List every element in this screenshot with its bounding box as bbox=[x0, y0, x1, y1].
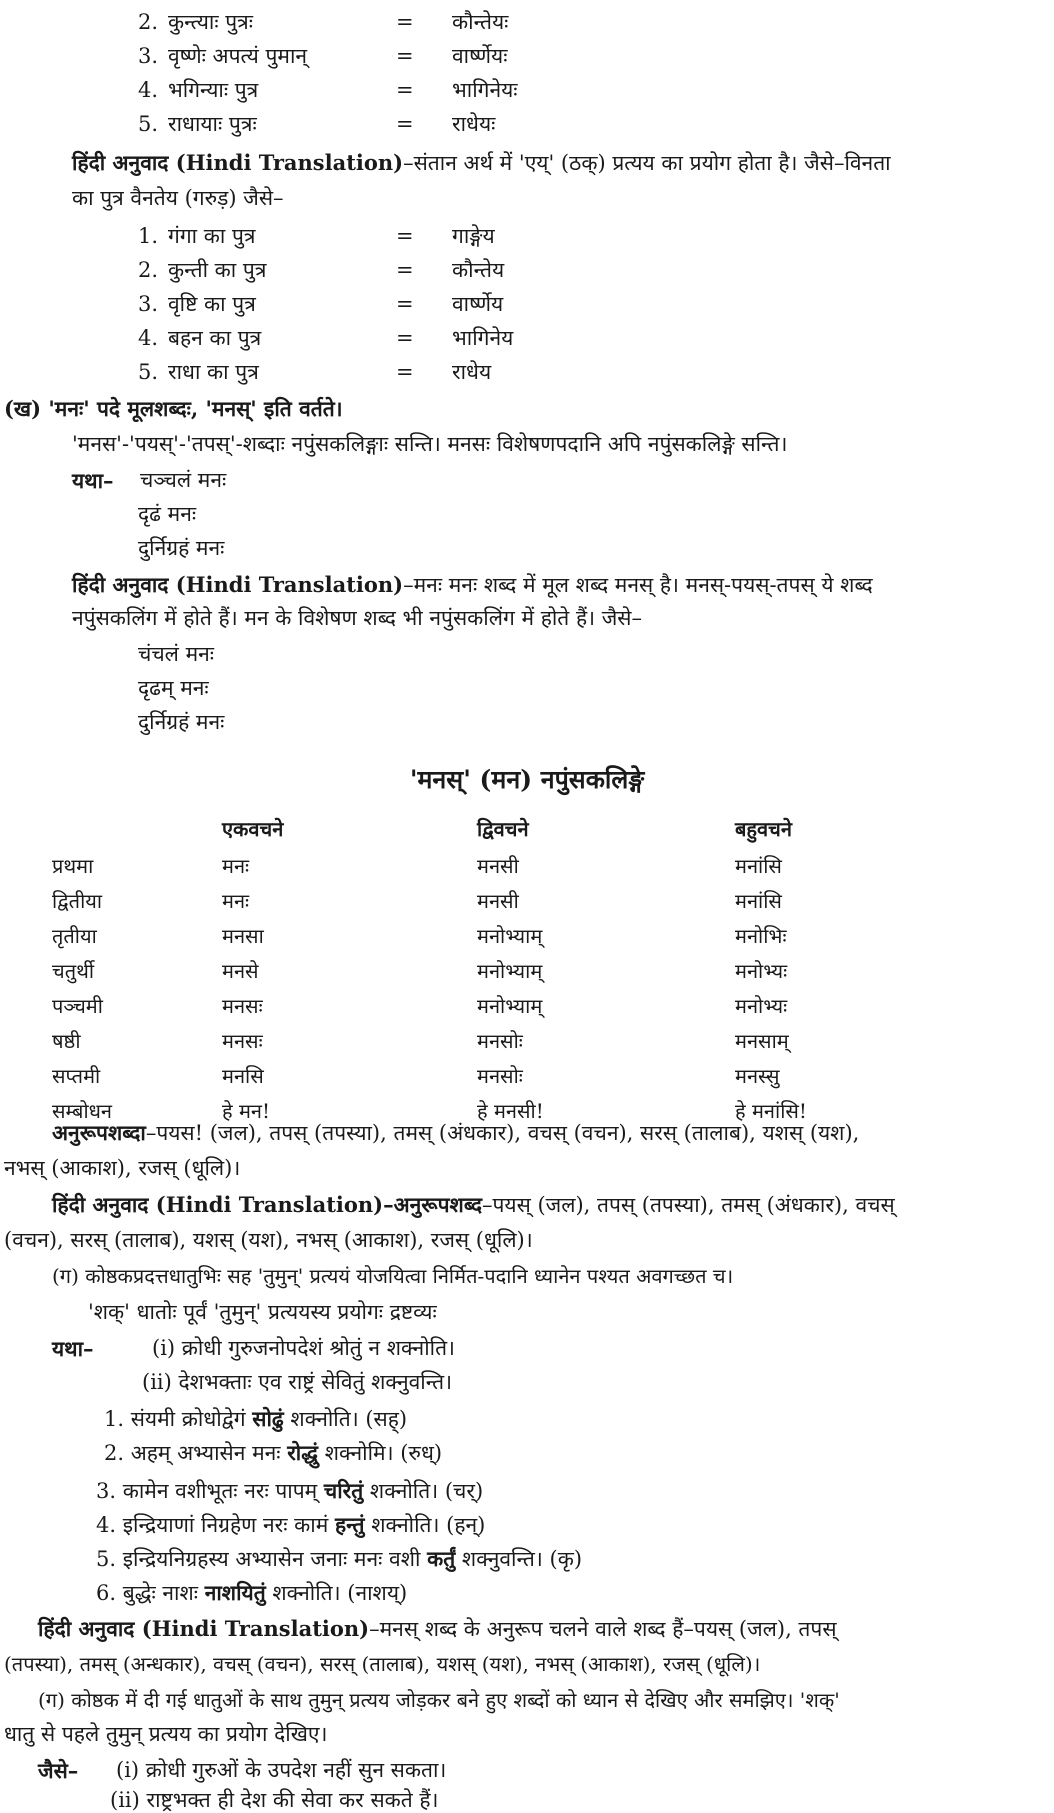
table-cell: मनोभ्यः bbox=[735, 994, 788, 1018]
list-item-term: वृष्णेः अपत्यं पुमान् bbox=[168, 44, 308, 68]
example-line: दृढं मनः bbox=[138, 502, 197, 526]
item-text: 2. अहम् अभ्यासेन मनः bbox=[104, 1441, 288, 1465]
yatha-label: यथा– bbox=[52, 1336, 94, 1361]
item-text: शक्नोति। (नाशय्) bbox=[265, 1581, 408, 1605]
example-line: चञ्चलं मनः bbox=[140, 468, 227, 492]
table-cell: मनसे bbox=[222, 959, 259, 983]
item-bold: सोढुं bbox=[252, 1406, 284, 1431]
example-line: (ii) देशभक्ताः एव राष्ट्रं सेवितुं शक्नुवन्ति। bbox=[142, 1370, 453, 1394]
item-text: शक्नुवन्ति। (कृ) bbox=[455, 1547, 583, 1571]
example-line: (i) क्रोधी गुरुओं के उपदेश नहीं सुन सकता। bbox=[116, 1758, 447, 1782]
list-item-num: 5. bbox=[138, 112, 159, 136]
hindi-translation-1-line-1 bbox=[72, 150, 891, 176]
item-text: शक्नोमि। (रुध्) bbox=[318, 1441, 443, 1465]
table-cell: सप्तमी bbox=[52, 1064, 101, 1088]
table-header: एकवचने bbox=[222, 816, 284, 841]
table-row bbox=[52, 1058, 935, 1093]
hindi-translation-label: हिंदी अनुवाद (Hindi Translation) bbox=[72, 150, 404, 175]
table-cell: मनस्सु bbox=[735, 1064, 780, 1088]
list-item bbox=[104, 1440, 442, 1466]
table-cell: मनसि bbox=[222, 1064, 264, 1088]
table-row bbox=[52, 848, 935, 883]
list-item-result: भागिनेयः bbox=[452, 78, 518, 102]
list-item-result: कौन्तेय bbox=[452, 258, 505, 282]
table-cell: पञ्चमी bbox=[52, 994, 103, 1018]
anurupa-label: अनुरूपशब्दा bbox=[52, 1120, 146, 1145]
section-ga-sub: 'शक्' धातोः पूर्वं 'तुमुन्' प्रत्ययस्य प्रयोगः द्रष्टव्यः bbox=[88, 1300, 437, 1324]
table-cell: मनः bbox=[222, 889, 250, 913]
list-item-result: वार्ष्णेय bbox=[452, 292, 504, 316]
table-cell: मनोभ्याम् bbox=[477, 994, 543, 1018]
declension-table-title: 'मनस्' (मन) नपुंसकलिङ्गे bbox=[409, 765, 645, 794]
list-item bbox=[96, 1580, 407, 1606]
table-cell: तृतीया bbox=[52, 924, 97, 948]
list-item-num: 4. bbox=[138, 78, 159, 102]
list-item bbox=[104, 1406, 407, 1432]
hindi-translation-2-line-2: नपुंसकलिंग में होते हैं। मन के विशेषण शब्द भी नपुंसकलिंग में होते हैं। जैसे– bbox=[72, 606, 643, 630]
example-line: (i) क्रोधी गुरुजनोपदेशं श्रोतुं न शक्नोति। bbox=[152, 1336, 455, 1360]
list-item-num: 3. bbox=[138, 292, 159, 316]
list-item-num: 3. bbox=[138, 44, 159, 68]
hindi-translation-4-line-3: (ग) कोष्ठक में दी गई धातुओं के साथ तुमुन् प्रत्यय जोड़कर बने हुए शब्दों को ध्यान से देखिए और समझिए। 'शक्' bbox=[38, 1688, 840, 1712]
hindi-translation-text: –संतान अर्थ में 'एय्' (ठक्) प्रत्यय का प्रयोग होता है। जैसे–विनता bbox=[403, 151, 891, 175]
item-text: 1. संयमी क्रोधोद्वेगं bbox=[104, 1407, 253, 1431]
list-item-result: कौन्तेयः bbox=[452, 10, 509, 34]
example-line: दुर्निग्रहं मनः bbox=[138, 536, 225, 560]
list-item-eq: = bbox=[396, 224, 414, 248]
table-cell: मनसः bbox=[222, 1029, 263, 1053]
anurupa-line-1 bbox=[52, 1120, 859, 1146]
hindi-translation-3-line-2: (वचन), सरस् (तालाब), यशस् (यश), नभस् (आकाश), रजस् (धूलि)। bbox=[4, 1228, 533, 1252]
hindi-translation-4-line-4: धातु से पहले तुमुन् प्रत्यय का प्रयोग देखिए। bbox=[4, 1722, 328, 1746]
list-item-result: भागिनेय bbox=[452, 326, 514, 350]
section-kha-text: 'मनस'-'पयस्'-'तपस्'-शब्दाः नपुंसकलिङ्गाः सन्ति। मनसः विशेषणपदानि अपि नपुंसकलिङ्गे सन्ति। bbox=[72, 432, 788, 456]
list-item-eq: = bbox=[396, 44, 414, 68]
list-item-term: बहन का पुत्र bbox=[168, 326, 262, 350]
list-item-num: 4. bbox=[138, 326, 159, 350]
section-ga-heading: (ग) कोष्ठकप्रदत्तधातुभिः सह 'तुमुन्' प्रत्ययं योजयित्वा निर्मित-पदानि ध्यानेन पश्यत अवगच्छत च। bbox=[52, 1264, 734, 1288]
list-item-eq: = bbox=[396, 360, 414, 384]
table-cell: हे मनांसि! bbox=[735, 1099, 807, 1123]
list-item-eq: = bbox=[396, 112, 414, 136]
example-line: दृढम् मनः bbox=[138, 676, 209, 700]
list-item-term: कुन्त्याः पुत्रः bbox=[168, 10, 254, 34]
list-item-term: कुन्ती का पुत्र bbox=[168, 258, 267, 282]
item-bold: चरितुं bbox=[323, 1478, 364, 1503]
item-text: 4. इन्द्रियाणां निग्रहेण नरः कामं bbox=[96, 1513, 335, 1537]
list-item-eq: = bbox=[396, 292, 414, 316]
table-cell: मनोभ्याम् bbox=[477, 959, 543, 983]
hindi-translation-4-line-1 bbox=[38, 1616, 837, 1642]
list-item-num: 2. bbox=[138, 258, 159, 282]
item-bold: रोद्धुं bbox=[287, 1440, 319, 1465]
table-row bbox=[52, 953, 935, 988]
table-cell: मनः bbox=[222, 854, 250, 878]
table-cell: मनोभिः bbox=[735, 924, 787, 948]
hindi-translation-1-line-2: का पुत्र वैनतेय (गरुड़) जैसे– bbox=[72, 186, 284, 210]
table-cell: हे मन! bbox=[222, 1099, 271, 1123]
list-item-result: गाङ्गेय bbox=[452, 224, 495, 248]
list-item-term: वृष्टि का पुत्र bbox=[168, 292, 256, 316]
table-cell: मनांसि bbox=[735, 854, 782, 878]
table-cell: मनसा bbox=[222, 924, 264, 948]
list-item bbox=[96, 1512, 485, 1538]
list-item-term: राधा का पुत्र bbox=[168, 360, 259, 384]
table-cell: षष्ठी bbox=[52, 1029, 81, 1053]
item-text: 3. कामेन वशीभूतः नरः पापम् bbox=[96, 1479, 324, 1503]
table-cell: मनसी bbox=[477, 889, 519, 913]
example-line: दुर्निग्रहं मनः bbox=[138, 710, 225, 734]
hindi-translation-label: हिंदी अनुवाद (Hindi Translation) bbox=[38, 1616, 370, 1641]
table-cell: मनोभ्यः bbox=[735, 959, 788, 983]
item-text: शक्नोति। (हन्) bbox=[364, 1513, 486, 1537]
table-cell: मनांसि bbox=[735, 889, 782, 913]
list-item bbox=[96, 1546, 582, 1572]
table-cell: हे मनसी! bbox=[477, 1099, 544, 1123]
list-item-term: भगिन्याः पुत्र bbox=[168, 78, 259, 102]
item-text: शक्नोति। (चर्) bbox=[363, 1479, 484, 1503]
table-row bbox=[52, 918, 935, 953]
table-header-row bbox=[52, 808, 935, 848]
item-text: 6. बुद्धेः नाशः bbox=[96, 1581, 205, 1605]
list-item-eq: = bbox=[396, 10, 414, 34]
table-cell: मनसः bbox=[222, 994, 263, 1018]
list-item-num: 5. bbox=[138, 360, 159, 384]
table-cell: चतुर्थी bbox=[52, 959, 95, 983]
list-item-term: राधायाः पुत्रः bbox=[168, 112, 257, 136]
table-cell: मनसी bbox=[477, 854, 519, 878]
item-text: शक्नोति। (सह्) bbox=[283, 1407, 408, 1431]
list-item-num: 2. bbox=[138, 10, 159, 34]
table-header: बहुवचने bbox=[735, 816, 792, 841]
example-line: चंचलं मनः bbox=[138, 642, 215, 666]
item-bold: हन्तुं bbox=[334, 1512, 365, 1537]
table-cell: मनोभ्याम् bbox=[477, 924, 543, 948]
table-cell: मनसोः bbox=[477, 1029, 523, 1053]
list-item bbox=[96, 1478, 483, 1504]
table-cell: मनसोः bbox=[477, 1064, 523, 1088]
list-item-result: वार्ष्णेयः bbox=[452, 44, 508, 68]
declension-table bbox=[52, 808, 935, 1128]
hindi-translation-4-line-2: (तपस्या), तमस् (अन्धकार), वचस् (वचन), सरस् (तालाब), यशस् (यश), नभस् (आकाश), रजस् (धूलि)। bbox=[4, 1652, 761, 1676]
list-item-eq: = bbox=[396, 78, 414, 102]
table-row bbox=[52, 988, 935, 1023]
list-item-num: 1. bbox=[138, 224, 159, 248]
anurupa-line-2: नभस् (आकाश), रजस् (धूलि)। bbox=[4, 1156, 241, 1180]
item-bold: नाशयितुं bbox=[204, 1580, 266, 1605]
hindi-translation-2-line-1 bbox=[72, 572, 873, 598]
table-cell: प्रथमा bbox=[52, 854, 94, 878]
jaise-label: जैसे– bbox=[38, 1758, 79, 1783]
list-item-result: राधेयः bbox=[452, 112, 496, 136]
table-header: द्विवचने bbox=[477, 816, 529, 841]
hindi-translation-label: हिंदी अनुवाद (Hindi Translation)–अनुरूपशब्द bbox=[52, 1192, 482, 1217]
hindi-translation-text: –मनस् शब्द के अनुरूप चलने वाले शब्द हैं–पयस् (जल), तपस् bbox=[369, 1617, 837, 1641]
section-kha-heading: (ख) 'मनः' पदे मूलशब्दः, 'मनस्' इति वर्तते। bbox=[4, 396, 343, 421]
list-item-eq: = bbox=[396, 326, 414, 350]
item-text: 5. इन्द्रियनिग्रहस्य अभ्यासेन जनाः मनः वशी bbox=[96, 1547, 428, 1571]
table-cell: सम्बोधन bbox=[52, 1099, 113, 1123]
hindi-translation-3-line-1 bbox=[52, 1192, 895, 1218]
yatha-label: यथा– bbox=[72, 468, 114, 493]
table-header bbox=[52, 808, 222, 848]
table-row bbox=[52, 1023, 935, 1058]
list-item-term: गंगा का पुत्र bbox=[168, 224, 256, 248]
anurupa-text: –पयस! (जल), तपस् (तपस्या), तमस् (अंधकार), वचस् (वचन), सरस् (तालाब), यशस् (यश), bbox=[145, 1121, 860, 1145]
list-item-eq: = bbox=[396, 258, 414, 282]
item-bold: कर्तुं bbox=[427, 1546, 456, 1571]
hindi-translation-text: –मनः मनः शब्द में मूल शब्द मनस् है। मनस्-पयस्-तपस् ये शब्द bbox=[403, 573, 873, 597]
example-line: (ii) राष्ट्रभक्त ही देश की सेवा कर सकते हैं। bbox=[110, 1788, 439, 1812]
list-item-result: राधेय bbox=[452, 360, 492, 384]
hindi-translation-text: –पयस् (जल), तपस् (तपस्या), तमस् (अंधकार), वचस् bbox=[481, 1193, 895, 1217]
table-row bbox=[52, 883, 935, 918]
table-cell: मनसाम् bbox=[735, 1029, 789, 1053]
table-cell: द्वितीया bbox=[52, 889, 103, 913]
hindi-translation-label: हिंदी अनुवाद (Hindi Translation) bbox=[72, 572, 404, 597]
